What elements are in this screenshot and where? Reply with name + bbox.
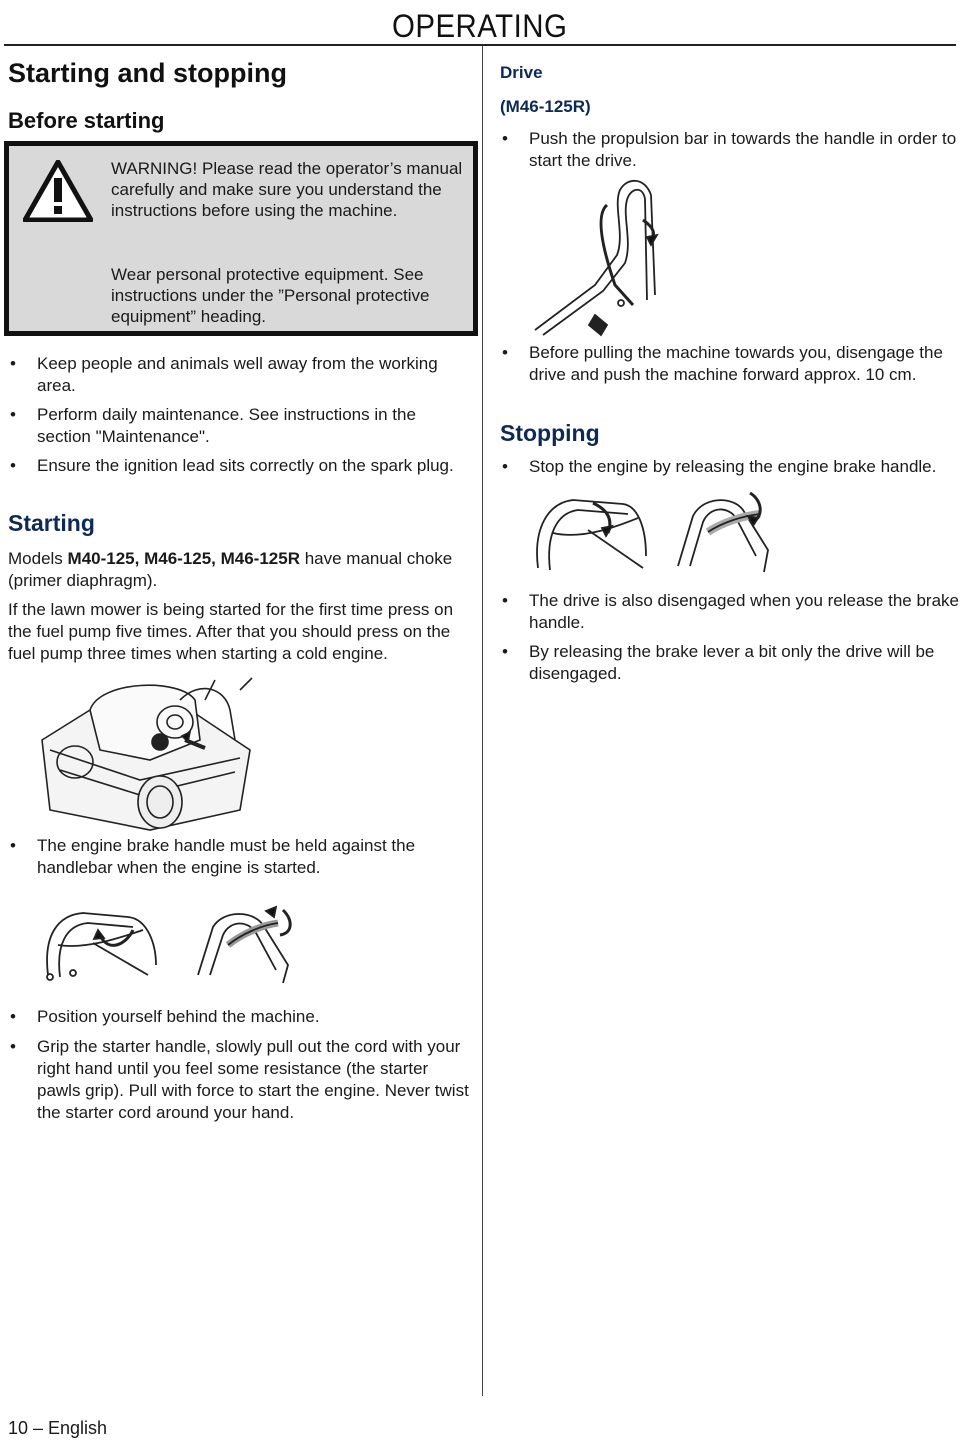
bullet-starter-handle: • Grip the starter handle, slowly pull out the cord with your right hand until you feel some resistance (the starter pawls grip). Pull with force to start the engine. Never twist the starter cord around your hand. bbox=[8, 1036, 473, 1124]
stopping-heading: Stopping bbox=[500, 420, 600, 446]
subsection-title: Before starting bbox=[8, 108, 165, 133]
brake-release-illustration bbox=[528, 488, 788, 578]
bullet-maintenance: • Perform daily maintenance. See instructions in the section "Maintenance". bbox=[8, 404, 473, 448]
bullet-keep-people: • Keep people and animals well away from the working area. bbox=[8, 353, 473, 397]
header-rule bbox=[4, 44, 956, 46]
bullet-stop-engine: • Stop the engine by releasing the engine brake handle. bbox=[500, 456, 960, 478]
fuel-pump-paragraph: If the lawn mower is being started for the first time press on the fuel pump five times. After that you should press on the fuel pump three times when starting a cold engine. bbox=[8, 600, 454, 663]
warning-triangle-icon bbox=[23, 160, 93, 222]
drive-heading: Drive bbox=[500, 63, 543, 82]
section-title: Starting and stopping bbox=[8, 58, 287, 88]
column-divider bbox=[482, 46, 483, 1396]
models-post: have manual choke (primer diaphragm). bbox=[8, 549, 453, 590]
bullet-brake-lever: • By releasing the brake lever a bit only the drive will be disengaged. bbox=[500, 641, 960, 685]
bullet-ignition-lead: • Ensure the ignition lead sits correctly on the spark plug. bbox=[8, 455, 473, 477]
bullet-brake-handle: • The engine brake handle must be held against the handlebar when the engine is started. bbox=[8, 835, 473, 879]
bullet-position: • Position yourself behind the machine. bbox=[8, 1006, 473, 1028]
bullet-disengage-drive: • Before pulling the machine towards you, disengage the drive and push the machine forward approx. 10 cm. bbox=[500, 342, 960, 386]
brake-handle-illustration bbox=[38, 905, 328, 985]
drive-model: (M46-125R) bbox=[500, 97, 591, 116]
bullet-push-propulsion: • Push the propulsion bar in towards the handle in order to start the drive. bbox=[500, 128, 960, 172]
starting-heading: Starting bbox=[8, 510, 95, 536]
warning-box bbox=[4, 141, 478, 336]
models-paragraph bbox=[8, 548, 473, 592]
page-header-title: OPERATING bbox=[392, 8, 568, 44]
propulsion-bar-illustration bbox=[525, 175, 675, 340]
models-pre: Models bbox=[8, 549, 68, 568]
bullet-drive-disengaged: • The drive is also disengaged when you release the brake handle. bbox=[500, 590, 960, 634]
warning-ppe-text: Wear personal protective equipment. See instructions under the ”Personal protective equipment” heading. bbox=[111, 265, 430, 326]
page-footer: 10 – English bbox=[8, 1418, 108, 1438]
models-bold: M40-125, M46-125, M46-125R bbox=[67, 549, 300, 568]
warning-text: WARNING! Please read the operator’s manual carefully and make sure you understand the instructions before using the machine. bbox=[111, 159, 463, 220]
mower-primer-illustration bbox=[30, 670, 260, 835]
